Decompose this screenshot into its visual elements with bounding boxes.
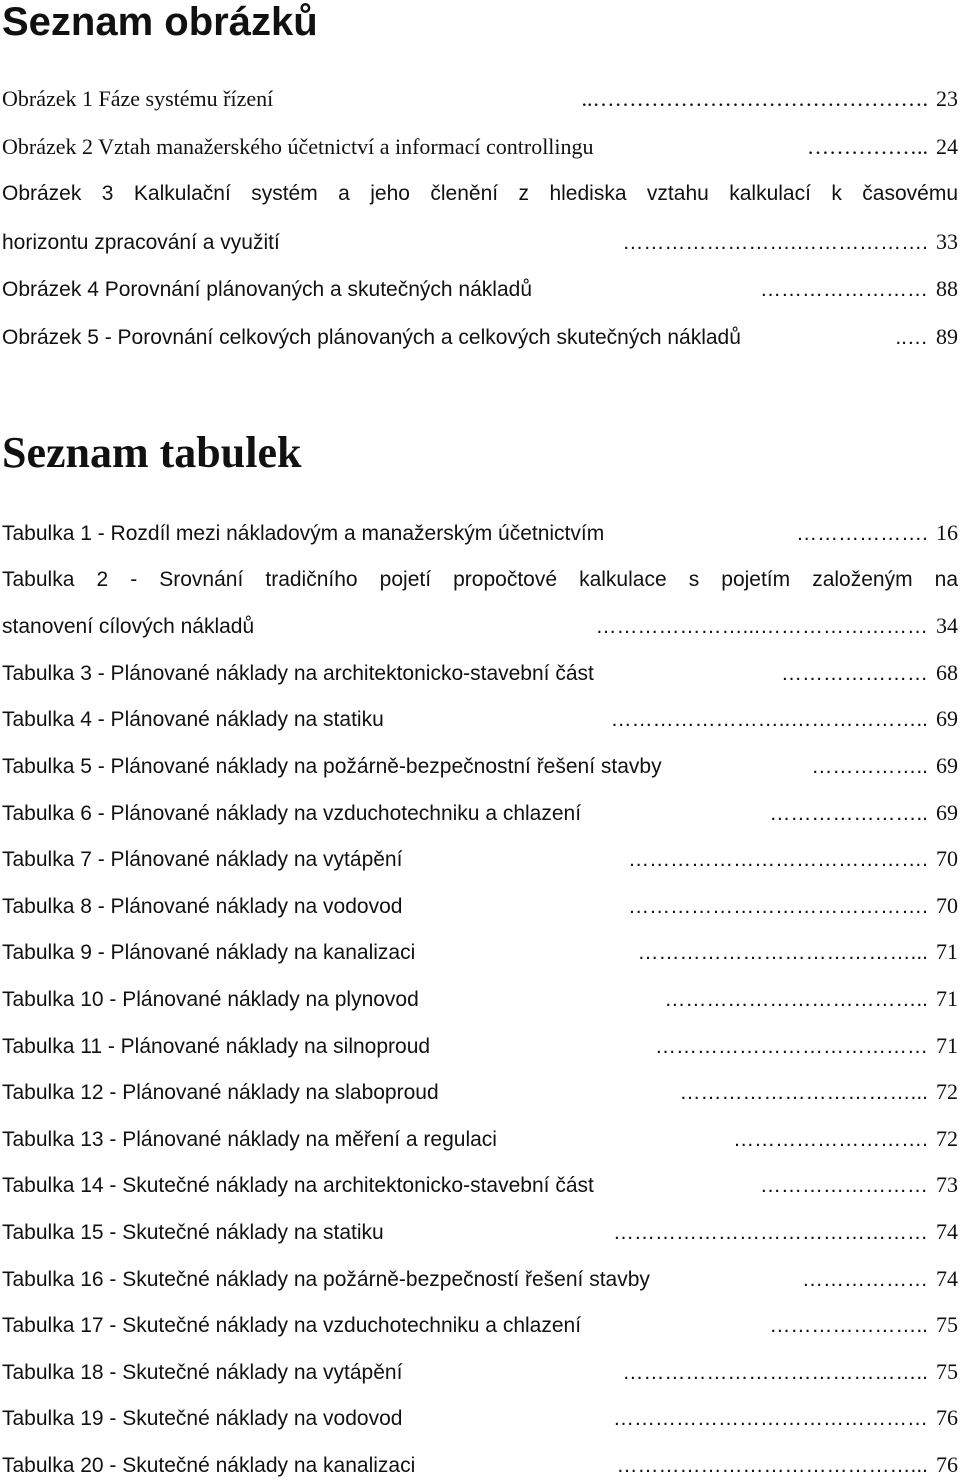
table-entry (2, 1077, 958, 1107)
dot-leader: …………………… (760, 278, 928, 301)
table-entry-title: Tabulka 18 - Skutečné náklady na vytápění (2, 1360, 403, 1384)
dot-leader: ……………………………………… (613, 1221, 928, 1244)
table-entry-title: stanovení cílových nákladů (2, 615, 255, 639)
dot-leader: ……………………………………. (628, 848, 928, 872)
table-entry (2, 518, 958, 548)
table-entry-title: Tabulka 1 - Rozdíl mezi nákladovým a manažerským účetnictvím (2, 522, 605, 545)
dot-leader: ……………………………………. (628, 894, 928, 918)
table-entry-title: Tabulka 4 - Plánované náklady na statiku (2, 708, 384, 732)
page-number: 23 (936, 86, 958, 111)
table-entry-title: Tabulka 10 - Plánované náklady na plynovod (2, 988, 419, 1011)
page-number: 69 (936, 706, 958, 732)
dot-leader: ……………………………... (679, 1081, 928, 1105)
dot-leader: ……………………………………... (616, 1454, 928, 1477)
page-number: 68 (936, 659, 958, 685)
page-number: 72 (936, 1079, 958, 1105)
dot-leader: …………………………………….. (622, 1360, 928, 1384)
page-number: 76 (936, 1452, 958, 1477)
page-number: 88 (936, 276, 958, 301)
table-entry-title: Tabulka 17 - Skutečné náklady na vzduchotechniku a chlazení (2, 1314, 582, 1338)
figure-entry-title: Obrázek 5 - Porovnání celkových plánovaných a celkových skutečných nákladů (2, 325, 741, 349)
dot-leader: ……………………..……………….. (610, 708, 928, 732)
page-number: 71 (936, 986, 958, 1011)
page-number: 73 (936, 1172, 958, 1198)
table-entry-title: Tabulka 19 - Skutečné náklady na vodovod (2, 1407, 403, 1431)
page-number: 70 (936, 846, 958, 872)
table-entry (2, 1031, 958, 1061)
dot-leader: ……………… (802, 1267, 928, 1291)
page-number: 34 (936, 613, 958, 639)
page-number: 16 (936, 520, 958, 545)
dot-leader: ………………….. (769, 1314, 928, 1338)
table-entry (2, 611, 958, 641)
dot-leader: ………………. (796, 522, 928, 545)
dot-leader: ..………………………………………. (581, 86, 928, 111)
dot-leader: …………….. (807, 133, 928, 159)
page-number: 69 (936, 799, 958, 825)
figure-entry (2, 322, 958, 352)
table-entry-title: Tabulka 9 - Plánované náklady na kanalizaci (2, 941, 416, 965)
dot-leader: …………………… (760, 1174, 928, 1198)
page-number: 89 (936, 323, 958, 349)
page-number: 74 (936, 1219, 958, 1244)
table-entry (2, 984, 958, 1014)
table-entry (2, 1357, 958, 1387)
page-number: 72 (936, 1125, 958, 1151)
table-entry (2, 937, 958, 967)
figure-entry-title: horizontu zpracování a využití (2, 230, 280, 254)
table-entry (2, 1264, 958, 1294)
table-entry-title: Tabulka 6 - Plánované náklady na vzduchotechniku a chlazení (2, 801, 582, 825)
table-entry-title: Tabulka 3 - Plánované náklady na architektonicko-stavební část (2, 661, 594, 685)
table-entry-title: Tabulka 5 - Plánované náklady na požárně-bezpečnostní řešení stavby (2, 755, 662, 778)
dot-leader: ..… (895, 325, 928, 349)
table-entry (2, 1217, 958, 1247)
page-number: 74 (936, 1265, 958, 1291)
dot-leader: ………………………………… (655, 1034, 928, 1058)
table-entry (2, 798, 958, 828)
table-entry (2, 1124, 958, 1154)
figures-list-heading: Seznam obrázků (2, 0, 318, 44)
table-entry-title: Tabulka 7 - Plánované náklady na vytápění (2, 848, 403, 872)
page-number: 76 (936, 1405, 958, 1431)
dot-leader: …………………………………... (637, 941, 928, 965)
dot-leader: ………………………. (733, 1127, 928, 1151)
figure-entry (2, 132, 958, 162)
table-entry-title: Tabulka 20 - Skutečné náklady na kanalizaci (2, 1454, 416, 1477)
page-number: 33 (936, 228, 958, 254)
table-entry-title: Tabulka 14 - Skutečné náklady na architektonicko-stavební část (2, 1174, 594, 1198)
dot-leader: …………………….………………. (622, 230, 928, 254)
dot-leader: …………………...…………………… (595, 615, 928, 639)
table-entry (2, 704, 958, 734)
figure-entry (2, 227, 958, 257)
table-entry-title-line: Tabulka 2 - Srovnání tradičního pojetí propočtové kalkulace s pojetím založeným na (2, 567, 958, 591)
dot-leader: ……………………………………… (613, 1407, 928, 1431)
table-entry (2, 658, 958, 688)
page-number: 75 (936, 1312, 958, 1338)
page-number: 71 (936, 939, 958, 965)
page-number: 24 (936, 133, 958, 159)
dot-leader: …………….. (811, 755, 928, 778)
table-entry (2, 1310, 958, 1340)
page-number: 70 (936, 892, 958, 918)
table-entry (2, 844, 958, 874)
tables-list-heading: Seznam tabulek (2, 428, 302, 477)
dot-leader: ………………….. (769, 801, 928, 825)
figure-entry (2, 84, 958, 114)
table-entry-title: Tabulka 8 - Plánované náklady na vodovod (2, 894, 403, 918)
figure-entry-title: Obrázek 1 Fáze systému řízení (2, 86, 274, 111)
table-entry-title: Tabulka 15 - Skutečné náklady na statiku (2, 1221, 384, 1244)
figure-entry-title: Obrázek 2 Vztah manažerského účetnictví a informací controllingu (2, 133, 594, 159)
table-entry (2, 1170, 958, 1200)
figure-entry (2, 274, 958, 304)
table-entry (2, 891, 958, 921)
table-entry (2, 1450, 958, 1480)
table-entry-title: Tabulka 12 - Plánované náklady na slaboproud (2, 1081, 439, 1105)
figure-entry-title-line: Obrázek 3 Kalkulační systém a jeho členění z hlediska vztahu kalkulací k časovému (2, 182, 958, 205)
page-number: 75 (936, 1358, 958, 1384)
table-entry (2, 751, 958, 781)
dot-leader: ……………………………….. (664, 988, 928, 1011)
page-number: 69 (936, 753, 958, 778)
figure-entry-title: Obrázek 4 Porovnání plánovaných a skutečných nákladů (2, 278, 532, 301)
table-entry-title: Tabulka 13 - Plánované náklady na měření a regulaci (2, 1127, 497, 1151)
table-entry (2, 1403, 958, 1433)
table-entry-title: Tabulka 11 - Plánované náklady na silnoproud (2, 1034, 431, 1058)
table-entry-title: Tabulka 16 - Skutečné náklady na požárně-bezpečností řešení stavby (2, 1267, 650, 1291)
dot-leader: ………………… (781, 661, 928, 685)
page-number: 71 (936, 1032, 958, 1058)
